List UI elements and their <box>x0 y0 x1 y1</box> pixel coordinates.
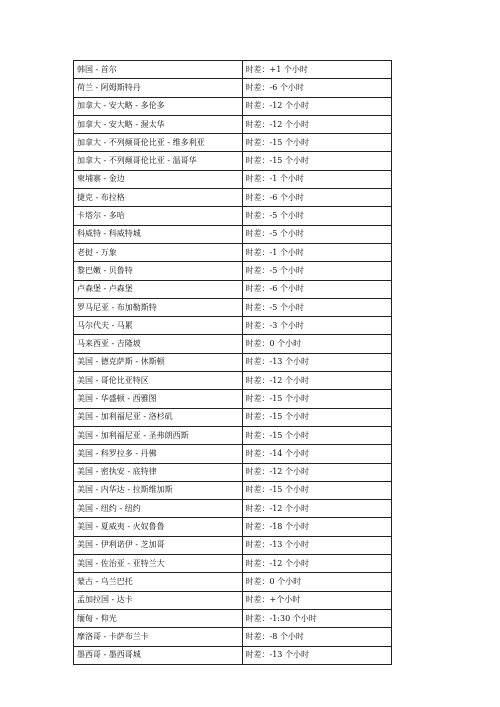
location-cell: 罗马尼亚 - 布加勒斯特 <box>74 298 243 316</box>
time-difference-cell: 时差：-12 个小时 <box>242 555 391 573</box>
timezone-table <box>73 60 392 665</box>
location-cell: 老挝 - 万象 <box>74 243 243 261</box>
location-cell: 科威特 - 科威特城 <box>74 225 243 243</box>
timezone-table-body <box>74 61 392 665</box>
time-difference-cell: 时差：-5 个小时 <box>242 262 391 280</box>
location-cell: 蒙古 - 乌兰巴托 <box>74 573 243 591</box>
location-cell: 加拿大 - 不列颠哥伦比亚 - 维多利亚 <box>74 134 243 152</box>
location-cell: 捷克 - 布拉格 <box>74 189 243 207</box>
table-row <box>74 609 392 627</box>
table-row <box>74 463 392 481</box>
time-difference-cell: 时差：-18 个小时 <box>242 518 391 536</box>
table-row <box>74 573 392 591</box>
table-row <box>74 298 392 316</box>
location-cell: 加拿大 - 安大略 - 多伦多 <box>74 97 243 115</box>
location-cell: 摩洛哥 - 卡萨布兰卡 <box>74 628 243 646</box>
time-difference-cell: 时差：-12 个小时 <box>242 372 391 390</box>
table-row <box>74 555 392 573</box>
time-difference-cell: 时差：0 个小时 <box>242 335 391 353</box>
time-difference-cell: 时差：-5 个小时 <box>242 298 391 316</box>
table-row <box>74 426 392 444</box>
location-cell: 美国 - 内华达 - 拉斯维加斯 <box>74 481 243 499</box>
table-row <box>74 628 392 646</box>
time-difference-cell: 时差：-15 个小时 <box>242 390 391 408</box>
time-difference-cell: 时差：-12 个小时 <box>242 500 391 518</box>
table-row <box>74 646 392 664</box>
table-row <box>74 591 392 609</box>
location-cell: 加拿大 - 安大略 - 渥太华 <box>74 115 243 133</box>
time-difference-cell: 时差：+个小时 <box>242 591 391 609</box>
location-cell: 墨西哥 - 墨西哥城 <box>74 646 243 664</box>
location-cell: 美国 - 哥伦比亚特区 <box>74 372 243 390</box>
location-cell: 卢森堡 - 卢森堡 <box>74 280 243 298</box>
time-difference-cell: 时差：-6 个小时 <box>242 79 391 97</box>
location-cell: 美国 - 德克萨斯 - 休斯顿 <box>74 353 243 371</box>
time-difference-cell: 时差：-6 个小时 <box>242 280 391 298</box>
location-cell: 韩国 - 首尔 <box>74 61 243 79</box>
table-row <box>74 372 392 390</box>
table-row <box>74 317 392 335</box>
time-difference-cell: 时差：-13 个小时 <box>242 646 391 664</box>
location-cell: 美国 - 华盛顿 - 西雅图 <box>74 390 243 408</box>
time-difference-cell: 时差：-15 个小时 <box>242 426 391 444</box>
table-row <box>74 335 392 353</box>
table-row <box>74 225 392 243</box>
location-cell: 美国 - 伊利诺伊 - 芝加哥 <box>74 536 243 554</box>
table-row <box>74 536 392 554</box>
table-row <box>74 152 392 170</box>
table-row <box>74 115 392 133</box>
table-row <box>74 207 392 225</box>
time-difference-cell: 时差：-15 个小时 <box>242 408 391 426</box>
location-cell: 孟加拉国 - 达卡 <box>74 591 243 609</box>
table-row <box>74 280 392 298</box>
time-difference-cell: 时差：-3 个小时 <box>242 317 391 335</box>
table-row <box>74 518 392 536</box>
time-difference-cell: 时差：+1 个小时 <box>242 61 391 79</box>
time-difference-cell: 时差：-15 个小时 <box>242 134 391 152</box>
location-cell: 美国 - 纽约 - 纽约 <box>74 500 243 518</box>
time-difference-cell: 时差：-12 个小时 <box>242 97 391 115</box>
location-cell: 美国 - 加利福尼亚 - 圣弗朗西斯 <box>74 426 243 444</box>
time-difference-cell: 时差：-5 个小时 <box>242 225 391 243</box>
location-cell: 美国 - 夏威夷 - 火奴鲁鲁 <box>74 518 243 536</box>
table-row <box>74 170 392 188</box>
time-difference-cell: 时差：-1 个小时 <box>242 170 391 188</box>
location-cell: 柬埔寨 - 金边 <box>74 170 243 188</box>
table-row <box>74 61 392 79</box>
location-cell: 荷兰 - 阿姆斯特丹 <box>74 79 243 97</box>
time-difference-cell: 时差：-6 个小时 <box>242 189 391 207</box>
location-cell: 美国 - 佐治亚 - 亚特兰大 <box>74 555 243 573</box>
table-row <box>74 79 392 97</box>
table-row <box>74 353 392 371</box>
location-cell: 马来西亚 - 吉隆坡 <box>74 335 243 353</box>
location-cell: 美国 - 科罗拉多 - 丹佛 <box>74 445 243 463</box>
location-cell: 缅甸 - 仰光 <box>74 609 243 627</box>
time-difference-cell: 时差：-8 个小时 <box>242 628 391 646</box>
time-difference-cell: 时差：-12 个小时 <box>242 115 391 133</box>
table-row <box>74 262 392 280</box>
location-cell: 美国 - 加利福尼亚 - 洛杉矶 <box>74 408 243 426</box>
location-cell: 卡塔尔 - 多哈 <box>74 207 243 225</box>
table-row <box>74 189 392 207</box>
location-cell: 美国 - 密执安 - 底特律 <box>74 463 243 481</box>
time-difference-cell: 时差：-5 个小时 <box>242 207 391 225</box>
time-difference-cell: 时差：-1:30 个小时 <box>242 609 391 627</box>
location-cell: 黎巴嫩 - 贝鲁特 <box>74 262 243 280</box>
table-row <box>74 97 392 115</box>
location-cell: 马尔代夫 - 马累 <box>74 317 243 335</box>
time-difference-cell: 时差：-12 个小时 <box>242 463 391 481</box>
table-row <box>74 445 392 463</box>
table-row <box>74 390 392 408</box>
table-row <box>74 134 392 152</box>
table-row <box>74 481 392 499</box>
location-cell: 加拿大 - 不列颠哥伦比亚 - 温哥华 <box>74 152 243 170</box>
time-difference-cell: 时差：0 个小时 <box>242 573 391 591</box>
time-difference-cell: 时差：-1 个小时 <box>242 243 391 261</box>
table-row <box>74 408 392 426</box>
time-difference-cell: 时差：-15 个小时 <box>242 481 391 499</box>
time-difference-cell: 时差：-15 个小时 <box>242 152 391 170</box>
table-row <box>74 500 392 518</box>
table-row <box>74 243 392 261</box>
time-difference-cell: 时差：-14 个小时 <box>242 445 391 463</box>
time-difference-cell: 时差：-13 个小时 <box>242 353 391 371</box>
time-difference-cell: 时差：-13 个小时 <box>242 536 391 554</box>
